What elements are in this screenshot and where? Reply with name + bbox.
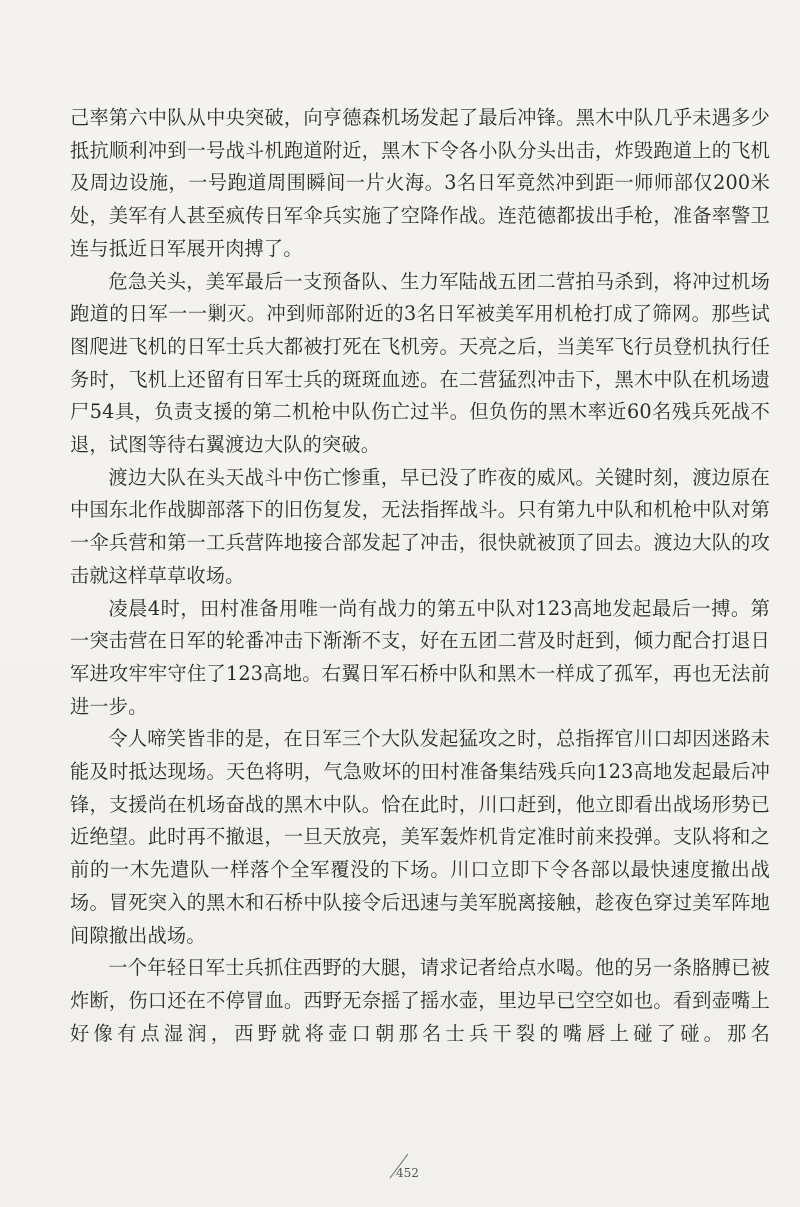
paragraph-3: 渡边大队在头天战斗中伤亡惨重，早已没了昨夜的威风。关键时刻，渡边原在中国东北作战脚部落下的旧伤复发，无法指挥战斗。只有第九中队和机枪中队对第一伞兵营和第一工兵营阵地接合部发起了冲击，很快就被顶了回去。渡边大队的攻击就这样草草收场。 bbox=[70, 465, 770, 587]
paragraph-4: 凌晨4时，田村准备用唯一尚有战力的第五中队对123高地发起最后一搏。第一突击营在日军的轮番冲击下渐渐不支，好在五团二营及时赶到，倾力配合打退日军进攻牢牢守住了123高地。右翼日军石桥中队和黑木一样成了孤军，再也无法前进一步。 bbox=[70, 596, 770, 718]
paragraph-6: 一个年轻日军士兵抓住西野的大腿，请求记者给点水喝。他的另一条胳膊已被炸断，伤口还在不停冒血。西野无奈摇了摇水壶，里边早已空空如也。看到壶嘴上好像有点湿润，西野就将壶口朝那名士兵干裂的嘴唇上碰了碰。那名 bbox=[70, 956, 770, 1045]
body-text bbox=[70, 102, 770, 1050]
paragraph-1: 己率第六中队从中央突破，向亨德森机场发起了最后冲锋。黑木中队几乎未遇多少抵抗顺利冲到一号战斗机跑道附近，黑木下令各小队分头出击，炸毁跑道上的飞机及周边设施，一号跑道周围瞬间一片火海。3名日军竟然冲到距一师师部仅200米处，美军有人甚至疯传日军伞兵实施了空降作战。连范德都拔出手枪，准备率警卫连与抵近日军展开肉搏了。 bbox=[70, 106, 770, 260]
page-number: 452 bbox=[396, 1166, 419, 1180]
paragraph-5: 令人啼笑皆非的是，在日军三个大队发起猛攻之时，总指挥官川口却因迷路未能及时抵达现场。天色将明，气急败坏的田村准备集结残兵向123高地发起最后冲锋，支援尚在机场奋战的黑木中队。恰在此时，川口赶到，他立即看出战场形势已近绝望。此时再不撤退，一旦天放亮，美军轰炸机肯定准时前来投弹。支队将和之前的一木先遣队一样落个全军覆没的下场。川口立即下令各部以最快速度撤出战场。冒死突入的黑木和石桥中队接令后迅速与美军脱离接触，趁夜色穿过美军阵地间隙撤出战场。 bbox=[70, 727, 770, 947]
paragraph-2: 危急关头，美军最后一支预备队、生力军陆战五团二营拍马杀到，将冲过机场跑道的日军一一剿灭。冲到师部附近的3名日军被美军用机枪打成了筛网。那些试图爬进飞机的日军士兵大都被打死在飞机旁。天亮之后，当美军飞行员登机执行任务时，飞机上还留有日军士兵的斑斑血迹。在二营猛烈冲击下，黑木中队在机场遗尸54具，负责支援的第二机枪中队伤亡过半。但负伤的黑木率近60名残兵死战不退，试图等待右翼渡边大队的突破。 bbox=[70, 269, 770, 457]
